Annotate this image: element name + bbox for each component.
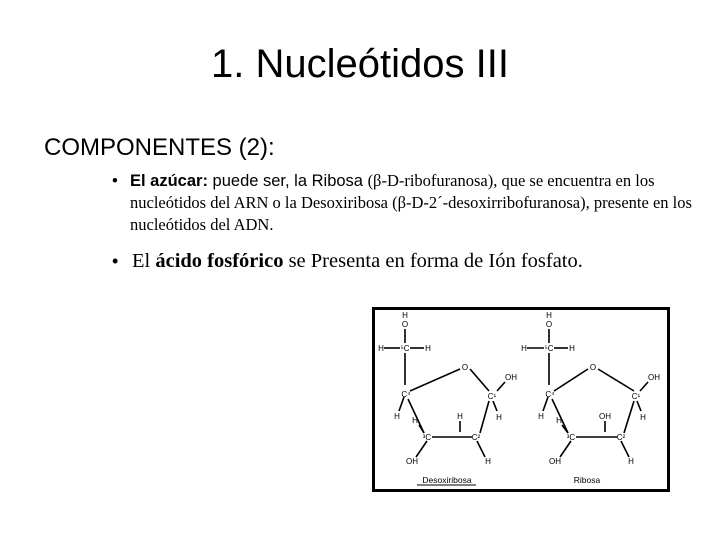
atom-o: O [589, 363, 597, 372]
atom-c2: C² [616, 433, 626, 442]
atom-h: H [569, 344, 575, 353]
atom-h: H [425, 344, 431, 353]
phosphate-description: se Presenta en forma de Ión fosfato. [283, 250, 583, 272]
atom-h: H [412, 416, 418, 425]
atom-oh: OH [505, 373, 517, 382]
atom-h: H [485, 457, 491, 466]
atom-oh: OH [406, 457, 418, 466]
phosphate-pre: El [132, 250, 156, 272]
atom-c3: ³C [566, 433, 576, 442]
atom-h: H [402, 311, 408, 320]
atom-h: H [546, 311, 552, 320]
sugar-lead: puede ser, la Ribosa [207, 172, 368, 190]
caption-desoxiribosa: Desoxiribosa [422, 475, 472, 485]
atom-h: H [496, 413, 502, 422]
atom-h: H [457, 412, 463, 421]
atom-h: H [640, 413, 646, 422]
atom-c5: ⁵C [544, 344, 554, 353]
atom-o: O [401, 320, 409, 329]
atom-c1: C¹ [487, 392, 497, 401]
sugar-description: (β-D-ribofuranosa), que se encuentra en los nucleótidos del ARN o la Desoxiribosa (β-D-2´-desoxirribofuranosa), presente en los nucleótidos del ADN. [130, 171, 692, 234]
phosphate-label: ácido fosfórico [155, 250, 284, 272]
atom-h: H [394, 412, 400, 421]
atom-c3: ³C [422, 433, 432, 442]
atom-c4: C⁴ [401, 390, 411, 399]
atom-h: H [628, 457, 634, 466]
sugar-structures-figure [372, 307, 670, 492]
atom-o: O [545, 320, 553, 329]
sugar-label: El azúcar: [130, 172, 208, 190]
atom-oh: OH [549, 457, 561, 466]
atom-c4: C⁴ [545, 390, 555, 399]
atom-h: H [556, 416, 562, 425]
bullet-phosphate [112, 248, 672, 275]
caption-ribosa: Ribosa [573, 475, 601, 485]
atom-h: H [521, 344, 527, 353]
atom-oh: OH [599, 412, 611, 421]
atom-h: H [538, 412, 544, 421]
slide-title: 1. Nucleótidos III [211, 42, 509, 86]
atom-c2: C² [471, 433, 481, 442]
atom-c1: C¹ [631, 392, 641, 401]
atom-oh: OH [648, 373, 660, 382]
section-heading: COMPONENTES (2): [44, 134, 275, 161]
bullet-sugar-text [112, 170, 692, 236]
atom-h: H [378, 344, 384, 353]
atom-c5: ⁵C [400, 344, 410, 353]
bullet-marker: • [112, 251, 119, 271]
bullet-sugar [112, 170, 692, 236]
bullet-marker: • [112, 172, 118, 190]
atom-o: O [461, 363, 469, 372]
bullet-phosphate-text [112, 248, 672, 275]
